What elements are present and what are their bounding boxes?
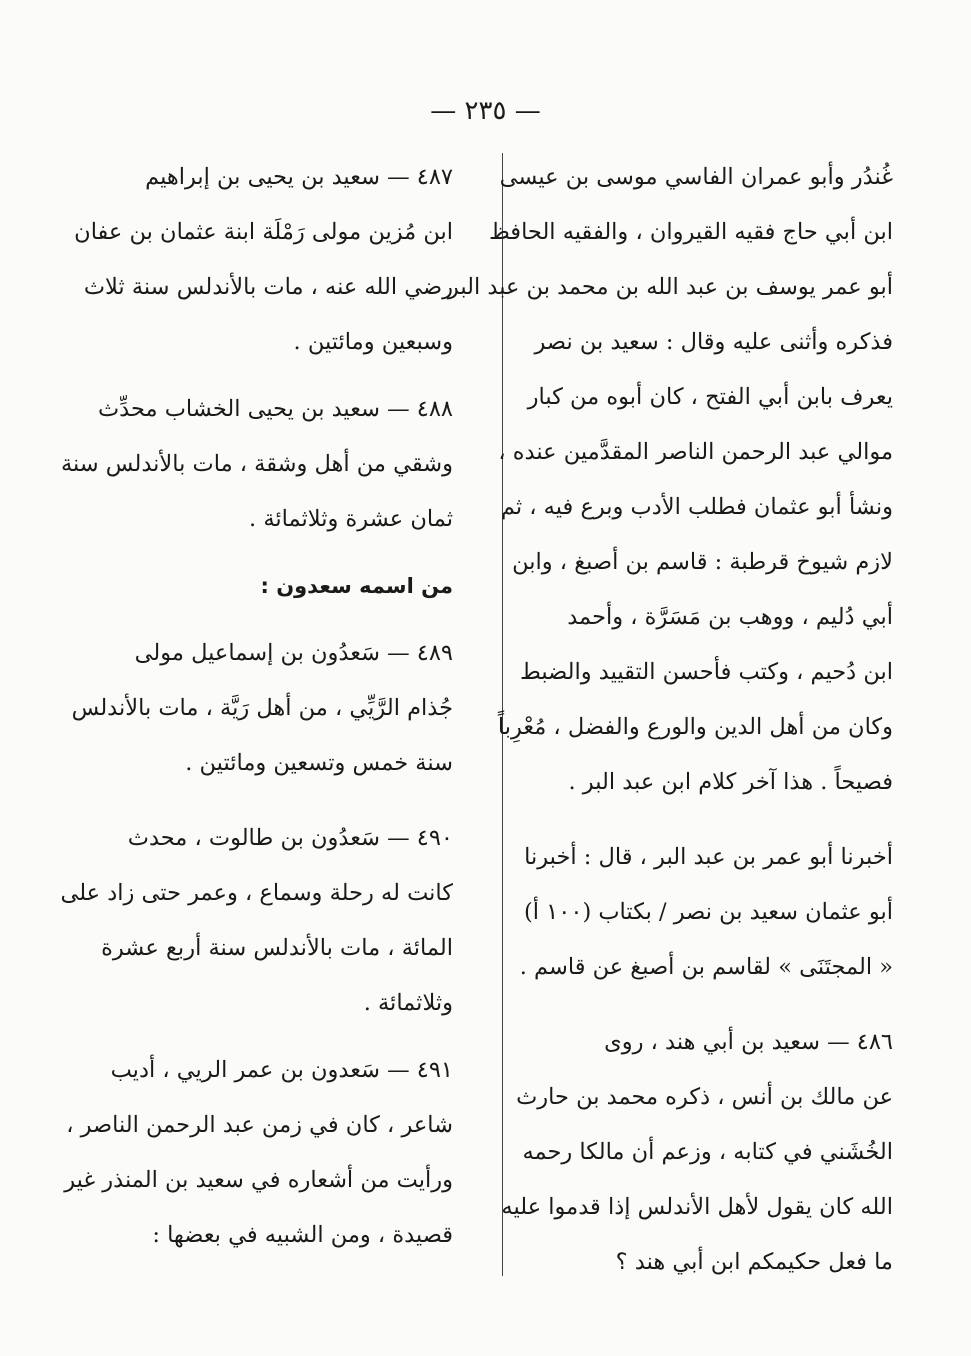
text-line: وكان من أهل الدين والورع والفضل ، مُعْرِباً (497, 714, 893, 740)
text-line: أبي دُليم ، ووهب بن مَسَرَّة ، وأحمد (567, 604, 893, 630)
text-line: ابن مُزين مولى رَمْلَة ابنة عثمان بن عفان (74, 219, 453, 245)
text-line: ٤٨٨ — سعيد بن يحيى الخشاب محدِّث (97, 396, 453, 422)
paragraph (447, 150, 893, 810)
right-column (447, 150, 893, 1290)
text-line: وثلاثمائة . (363, 990, 453, 1016)
entry-490 (60, 811, 453, 1031)
text-line: ورأيت من أشعاره في سعيد بن المنذر غير (64, 1167, 453, 1193)
text-line: ٤٨٦ — سعيد بن أبي هند ، روى (604, 1029, 893, 1055)
text-line: قصيدة ، ومن الشبيه في بعضها : (152, 1222, 453, 1248)
text-line: رضي الله عنه ، مات بالأندلس سنة ثلاث (83, 274, 453, 300)
text-line: موالي عبد الرحمن الناصر المقدَّمين عنده ، (498, 439, 893, 465)
text-line: ونشأ أبو عثمان فطلب الأدب وبرع فيه ، ثم (500, 494, 893, 520)
text-line: شاعر ، كان في زمن عبد الرحمن الناصر ، (66, 1112, 453, 1138)
text-line: فذكره وأثنى عليه وقال : سعيد بن نصر (534, 329, 893, 355)
text-line: ما فعل حكيمكم ابن أبي هند ؟ (615, 1249, 893, 1275)
entry-489 (71, 626, 453, 791)
text-line: ثمان عشرة وثلاثمائة . (249, 506, 453, 532)
text-line: وسبعين ومائتين . (293, 329, 453, 355)
entry-491 (64, 1043, 453, 1263)
text-line: ٤٨٧ — سعيد بن يحيى بن إبراهيم (145, 164, 453, 190)
text-line: عن مالك بن أنس ، ذكره محمد بن حارث (516, 1084, 893, 1110)
text-line: كانت له رحلة وسماع ، وعمر حتى زاد على (60, 880, 453, 906)
text-line: أبو عثمان سعيد بن نصر / بكتاب (١٠٠ أ) (523, 899, 893, 925)
text-line: جُذام الرَّيِّي ، من أهل رَيَّة ، مات بالأندلس (71, 695, 453, 721)
text-line: لازم شيوخ قرطبة : قاسم بن أصبغ ، وابن (512, 549, 893, 575)
section-heading: من اسمه سعدون : (260, 574, 453, 598)
text-line: المائة ، مات بالأندلس سنة أربع عشرة (101, 935, 453, 961)
text-line: غُندُر وأبو عمران الفاسي موسى بن عيسى (499, 164, 893, 190)
text-line: ٤٨٩ — سَعدُون بن إسماعيل مولى (134, 640, 453, 666)
text-line: « المجتَنَى » لقاسم بن أصبغ عن قاسم . (519, 954, 893, 980)
entry-487 (74, 150, 453, 370)
entry-488 (60, 382, 453, 547)
entry-486 (501, 1015, 893, 1290)
text-line: ٤٩٠ — سَعدُون بن طالوت ، محدث (127, 825, 453, 851)
text-line: ٤٩١ — سَعدون بن عمر الريي ، أديب (110, 1057, 453, 1083)
text-line: سنة خمس وتسعين ومائتين . (185, 750, 453, 776)
left-column (60, 150, 453, 1263)
text-line: ابن أبي حاج فقيه القيروان ، والفقيه الحافظ (488, 219, 893, 245)
text-line: فصيحاً . هذا آخر كلام ابن عبد البر . (568, 769, 893, 795)
page-number: — ٢٣٥ — (430, 96, 541, 126)
text-line: أبو عمر يوسف بن عبد الله بن محمد بن عبد البر (447, 274, 893, 300)
text-line: وشقي من أهل وشقة ، مات بالأندلس سنة (60, 451, 453, 477)
text-line: يعرف بابن أبي الفتح ، كان أبوه من كبار (527, 384, 893, 410)
text-line: الخُشَني في كتابه ، وزعم أن مالكا رحمه (522, 1139, 893, 1165)
text-line: ابن دُحيم ، وكتب فأحسن التقييد والضبط (520, 659, 893, 685)
text-line: أخبرنا أبو عمر بن عبد البر ، قال : أخبرنا (524, 844, 893, 870)
text-line: الله كان يقول لأهل الأندلس إذا قدموا عليه (501, 1194, 893, 1220)
paragraph (519, 830, 893, 995)
